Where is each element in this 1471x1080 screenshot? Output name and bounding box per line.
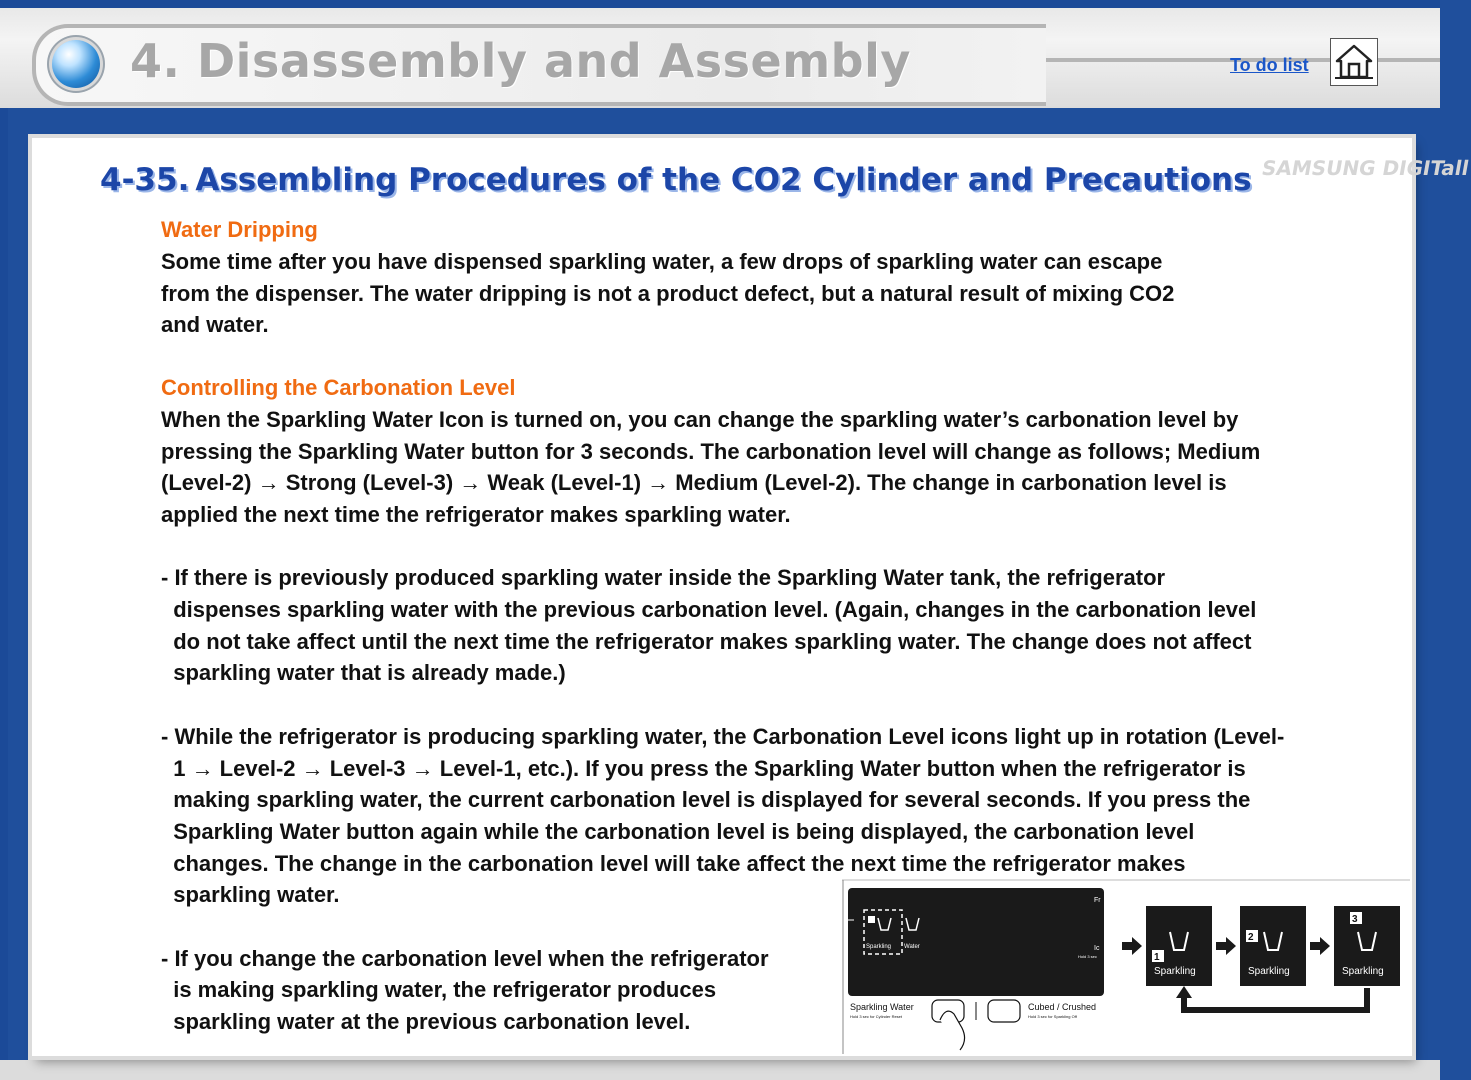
panel-side-label: Ic xyxy=(1094,945,1100,952)
panel-button-left-label: Sparkling Water xyxy=(850,1002,914,1012)
arrow-icon xyxy=(1122,937,1142,955)
svg-text:2: 2 xyxy=(1248,932,1254,943)
bullet-line: - While the refrigerator is producing sparkling water, the Carbonation Level icons light up in rotation (Level- xyxy=(161,724,1285,749)
panel-button-right-label: Cubed / Crushed xyxy=(1028,1002,1097,1012)
body-line: When the Sparkling Water Icon is turned on, you can change the sparkling water’s carbonation level by xyxy=(161,407,1239,432)
body-line: Some time after you have dispensed sparkling water, a few drops of sparkling water can escape xyxy=(161,249,1163,274)
panel-side-hold: Hold 3 sec xyxy=(1078,954,1097,959)
bullet-line: sparkling water that is already made.) xyxy=(161,660,566,685)
bottom-band xyxy=(0,1060,1440,1080)
section-number: 4-35. xyxy=(100,162,190,198)
arrow-icon xyxy=(1310,937,1330,955)
brand-watermark: SAMSUNG DIGITall xyxy=(1259,156,1471,180)
level-1-tile xyxy=(1146,906,1212,986)
panel-sparkling-label: Sparkling xyxy=(866,944,892,950)
bullet-line: sparkling water. xyxy=(161,882,340,907)
carbonation-heading: Controlling the Carbonation Level xyxy=(161,375,516,400)
bullet-line: - If you change the carbonation level when the refrigerator xyxy=(161,946,769,971)
svg-text:Sparkling: Sparkling xyxy=(1342,966,1384,977)
home-icon xyxy=(1331,39,1377,85)
body-line: from the dispenser. The water dripping is not a product defect, but a natural result of mixing CO2 xyxy=(161,281,1175,306)
bullet-line: sparkling water at the previous carbonation level. xyxy=(161,1009,691,1034)
svg-text:1: 1 xyxy=(1154,952,1160,963)
svg-text:Sparkling: Sparkling xyxy=(1248,966,1290,977)
section-title: Assembling Procedures of the CO2 Cylinder and Precautions xyxy=(195,162,1252,198)
arrow-icon xyxy=(1216,937,1236,955)
panel-water-label: Water xyxy=(904,944,920,950)
bullet-line: making sparkling water, the current carbonation level is displayed for several seconds. If you press the xyxy=(161,787,1251,812)
globe-orb-icon xyxy=(52,40,100,88)
panel-button-left-sub: Hold 3 sec for Cylinder Reset xyxy=(850,1014,903,1019)
bullet-line: 1 → Level-2 → Level-3 → Level-1, etc.). If you press the Sparkling Water button when the refrigerator is xyxy=(161,756,1246,781)
bullet-line: Sparkling Water button again while the carbonation level is being displayed, the carbonation level xyxy=(161,819,1195,844)
loop-arrow-icon xyxy=(1184,988,1367,1010)
bullet-line: changes. The change in the carbonation level will take affect the next time the refrigerator makes xyxy=(161,851,1186,876)
level-3-tile xyxy=(1334,906,1400,986)
home-button[interactable] xyxy=(1330,38,1378,86)
panel-button-right-sub: Hold 3 sec for Sparkling Off xyxy=(1028,1014,1077,1019)
svg-text:3: 3 xyxy=(1352,914,1358,925)
bullet-line: dispenses sparkling water with the previous carbonation level. (Again, changes in the carbonation level xyxy=(161,597,1257,622)
water-dripping-heading: Water Dripping xyxy=(161,217,318,242)
body-line: applied the next time the refrigerator makes sparkling water. xyxy=(161,502,791,527)
bullet-line: is making sparkling water, the refrigerator produces xyxy=(161,977,717,1002)
body-line: (Level-2) → Strong (Level-3) → Weak (Level-1) → Medium (Level-2). The change in carbonation level is xyxy=(161,470,1227,495)
body-line: and water. xyxy=(161,312,269,337)
svg-text:Sparkling: Sparkling xyxy=(1154,966,1196,977)
bullet-line: do not take affect until the next time the refrigerator makes sparkling water. The change does not affect xyxy=(161,629,1252,654)
level-2-tile xyxy=(1240,906,1306,986)
todo-list-link[interactable]: To do list xyxy=(1230,55,1309,75)
bullet-line: - If there is previously produced sparkling water inside the Sparkling Water tank, the refrigerator xyxy=(161,565,1166,590)
page-title: 4. Disassembly and Assembly xyxy=(130,34,911,88)
left-strip xyxy=(0,108,8,1080)
body-line: pressing the Sparkling Water button for 3 seconds. The carbonation level will change as follows; Medium xyxy=(161,439,1261,464)
control-panel-illustration xyxy=(842,880,1410,1054)
carbonation-level-diagram xyxy=(842,880,1410,1054)
section-heading xyxy=(100,162,1252,198)
panel-side-label: Fr xyxy=(1094,897,1101,904)
